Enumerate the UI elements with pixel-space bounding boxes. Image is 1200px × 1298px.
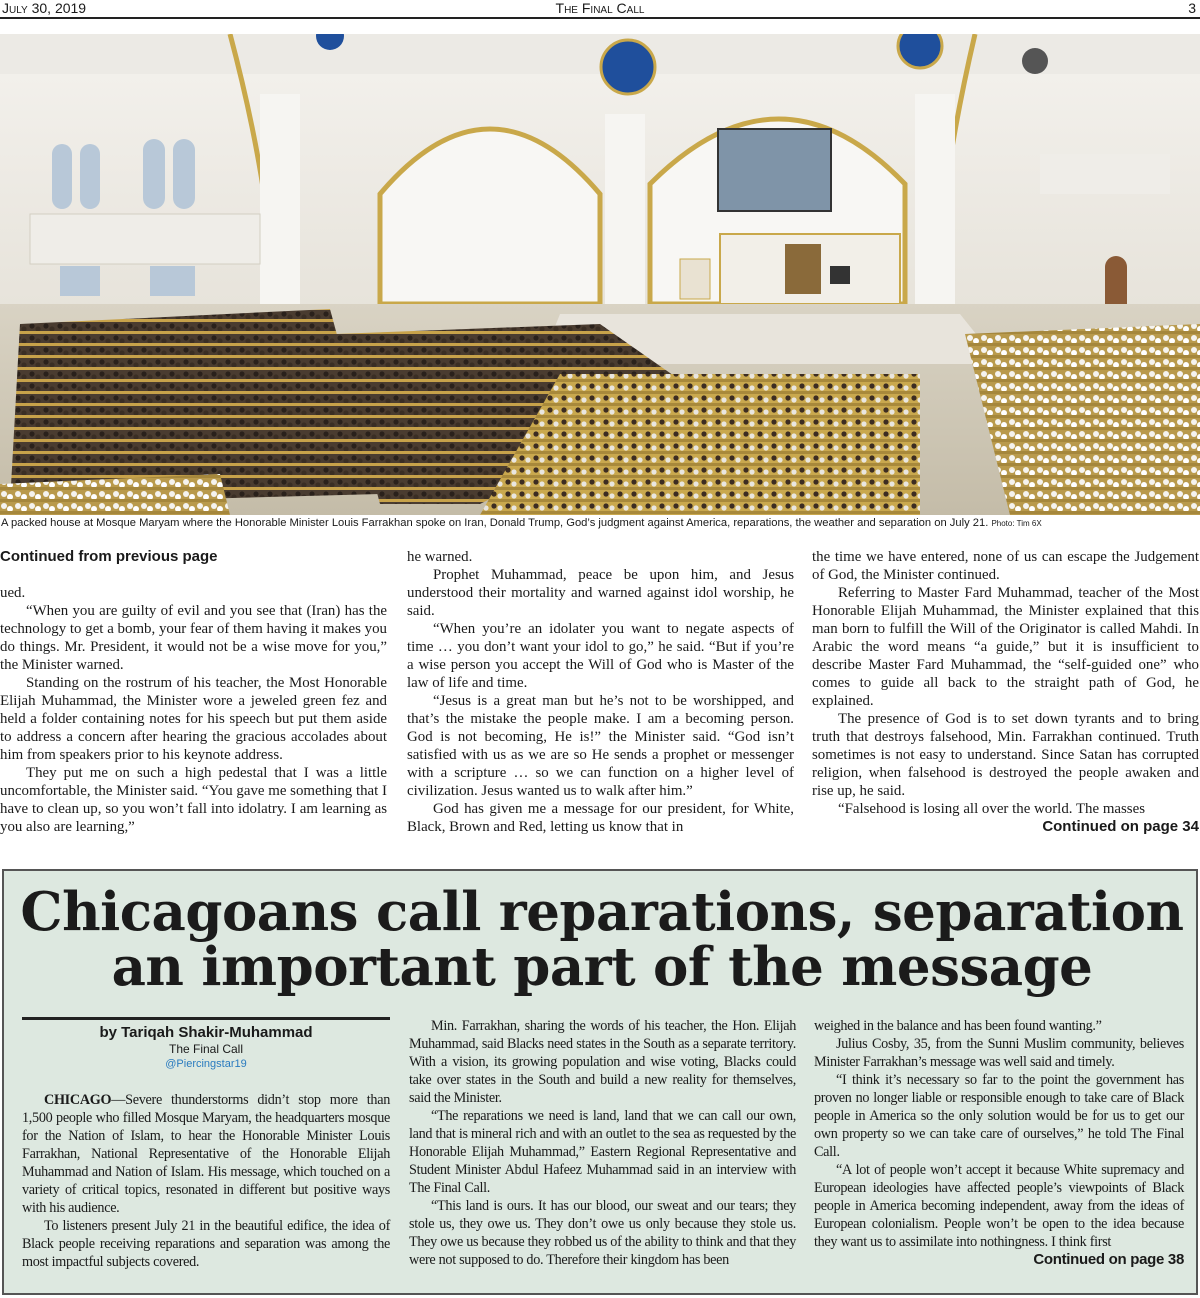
mosque-interior-photo	[0, 34, 1200, 515]
byline	[22, 1017, 390, 1072]
author-name: by Tariqah Shakir-Muhammad	[99, 1024, 313, 1041]
paragraph: The presence of God is to set down tyrants and to bring truth that destroys falsehood, Min. Farrakhan continued. Truth sometimes is not easy to understand. Since Satan has corrupted religion, when falsehood is destroyed the people awaken and rise up, he said.	[812, 711, 1199, 799]
continued-from-label: Continued from previous page	[0, 548, 218, 565]
lead-text: —Severe thunderstorms didn’t stop more than 1,500 people who filled Mosque Maryam, the headquarters mosque for the Nation of Islam, to hear the Honorable Minister Louis Farrakhan, National Representative of the Honorable Elijah Muhammad and Nation of Islam. His message, which touched on a variety of critical topics, resonated in different but positive ways with his audience.	[22, 1092, 390, 1216]
continued-on-link[interactable]: Continued on page 34	[1042, 818, 1199, 835]
caption-text: A packed house at Mosque Maryam where the Honorable Minister Louis Farrakhan spoke on Iran, Donald Trump, God’s judgment against America, reparations, the weather and separation on July 21.	[1, 517, 989, 529]
continued-on-link[interactable]: Continued on page 38	[1033, 1251, 1184, 1268]
paragraph: “The reparations we need is land, land that we can call our own, land that is mineral rich and with an outlet to the sea as requested by the Honorable Elijah Muhammad,” Eastern Regional Representative and Student Minister Abdul Hafeez Muhammad said in an interview with The Final Call.	[409, 1108, 796, 1196]
issue-date: July 30, 2019	[2, 0, 87, 16]
boxed-column-1	[22, 1091, 390, 1271]
paragraph: Standing on the rostrum of his teacher, the Most Honorable Elijah Muhammad, the Minister wore a jeweled green fez and held a folder containing notes for his speech but put them aside to address a concern after hearing the gracious accolades about him from speakers prior to his keynote address.	[0, 675, 387, 763]
headline-line-2: an important part of the message	[111, 936, 1093, 998]
paragraph: Referring to Master Fard Muhammad, teacher of the Most Honorable Elijah Muhammad, the Minister explained that this man born to fulfill the Will of the Originator is called Mahdi. In Arabic the word means “a guide,” but it is insufficient to describe Master Fard Muhammad, the “self-guided one” who comes to guide all back to the straight path of God, he explained.	[812, 585, 1199, 709]
headline-line-1: Chicagoans call reparations, separation	[20, 881, 1184, 943]
story-column-3	[812, 548, 1199, 836]
boxed-column-3	[814, 1017, 1184, 1269]
headline	[4, 881, 1200, 998]
paragraph: “A lot of people won’t accept it because White supremacy and European ideologies have affected people’s viewpoints of Black people in America becoming independent, away from the ideas of European colonialism. People won’t be open to the idea because they want us to assimilate into nothingness. I think first	[814, 1162, 1184, 1250]
dateline: CHICAGO	[44, 1092, 112, 1108]
paragraph: he warned.	[407, 549, 473, 565]
story-column-2	[407, 548, 794, 836]
mosque-interior-illustration	[0, 34, 1200, 515]
author-organization: The Final Call	[168, 1042, 244, 1056]
paragraph: “Falsehood is losing all over the world. The masses	[838, 801, 1146, 817]
paragraph: “When you are guilty of evil and you see that (Iran) has the technology to get a bomb, your fear of them having it makes you do things. Mr. President, it would not be a wise move for you,” the Minister warned.	[0, 603, 387, 673]
paragraph: the time we have entered, none of us can escape the Judgement of God, the Minister continued.	[812, 549, 1199, 583]
paragraph: ued.	[0, 585, 26, 601]
publication-name: The Final Call	[555, 0, 645, 16]
paragraph: Julius Cosby, 35, from the Sunni Muslim community, believes Minister Farrakhan’s message was well said and timely.	[814, 1036, 1184, 1070]
page-number: 3	[1188, 0, 1196, 16]
paragraph: Min. Farrakhan, sharing the words of his teacher, the Hon. Elijah Muhammad, said Blacks need states in the South as a separate territory. With a vision, its growing population and wise voting, Blacks could take over states in the South and build a new reality for themselves, said the Minister.	[409, 1018, 796, 1106]
paragraph: “When you’re an idolater you want to negate aspects of time … you don’t want your idol to go,” he said. “But if you’re a wise person you accept the Will of God who is Master of the law of life and time.	[407, 621, 794, 691]
paragraph: “I think it’s necessary so far to the point the government has proven no longer liable or responsible enough to take care of Black people in America so the only solution would be for us to get our own property so we can take care of ourselves,” he told The Final Call.	[814, 1072, 1184, 1160]
paragraph: Prophet Muhammad, peace be upon him, and Jesus understood their mortality and warned against idol worship, he said.	[407, 567, 794, 619]
paragraph: To listeners present July 21 in the beautiful edifice, the idea of Black people receiving reparations and separation was among the most impactful subjects covered.	[22, 1218, 390, 1270]
photo-credit: Photo: Tim 6X	[991, 519, 1042, 528]
story-column-1	[0, 548, 387, 836]
paragraph: God has given me a message for our president, for White, Black, Brown and Red, letting us know that in	[407, 801, 794, 835]
paragraph: They put me on such a high pedestal that I was a little uncomfortable, the Minister said. “You gave me something that I have to clean up, so you won’t fall into idolatry. I am learning as you also are learning,”	[0, 765, 387, 835]
page-header	[0, 0, 1200, 19]
photo-caption	[1, 517, 1199, 529]
paragraph: “This land is ours. It has our blood, our sweat and our tears; they stole us, they owe us. They don’t owe us only because they stole us. They owe us because they robbed us of the ability to think and that they were not supposed to do. Therefore their kingdom has been	[409, 1198, 796, 1268]
boxed-story	[2, 869, 1198, 1295]
author-social-handle[interactable]: @Piercingstar19	[165, 1058, 247, 1070]
paragraph: “Jesus is a great man but he’s not to be worshipped, and that’s the mistake the people make. I am a becoming person. God is not becoming, He is!” the Minister said. “God isn’t satisfied with us as we are so He sends a prophet or messenger with a scripture … so we can function on a higher level of civilization. Jesus wanted us to walk after him.”	[407, 693, 794, 799]
paragraph	[22, 1091, 390, 1217]
boxed-column-2	[409, 1017, 796, 1269]
paragraph: weighed in the balance and has been found wanting.”	[814, 1018, 1102, 1034]
